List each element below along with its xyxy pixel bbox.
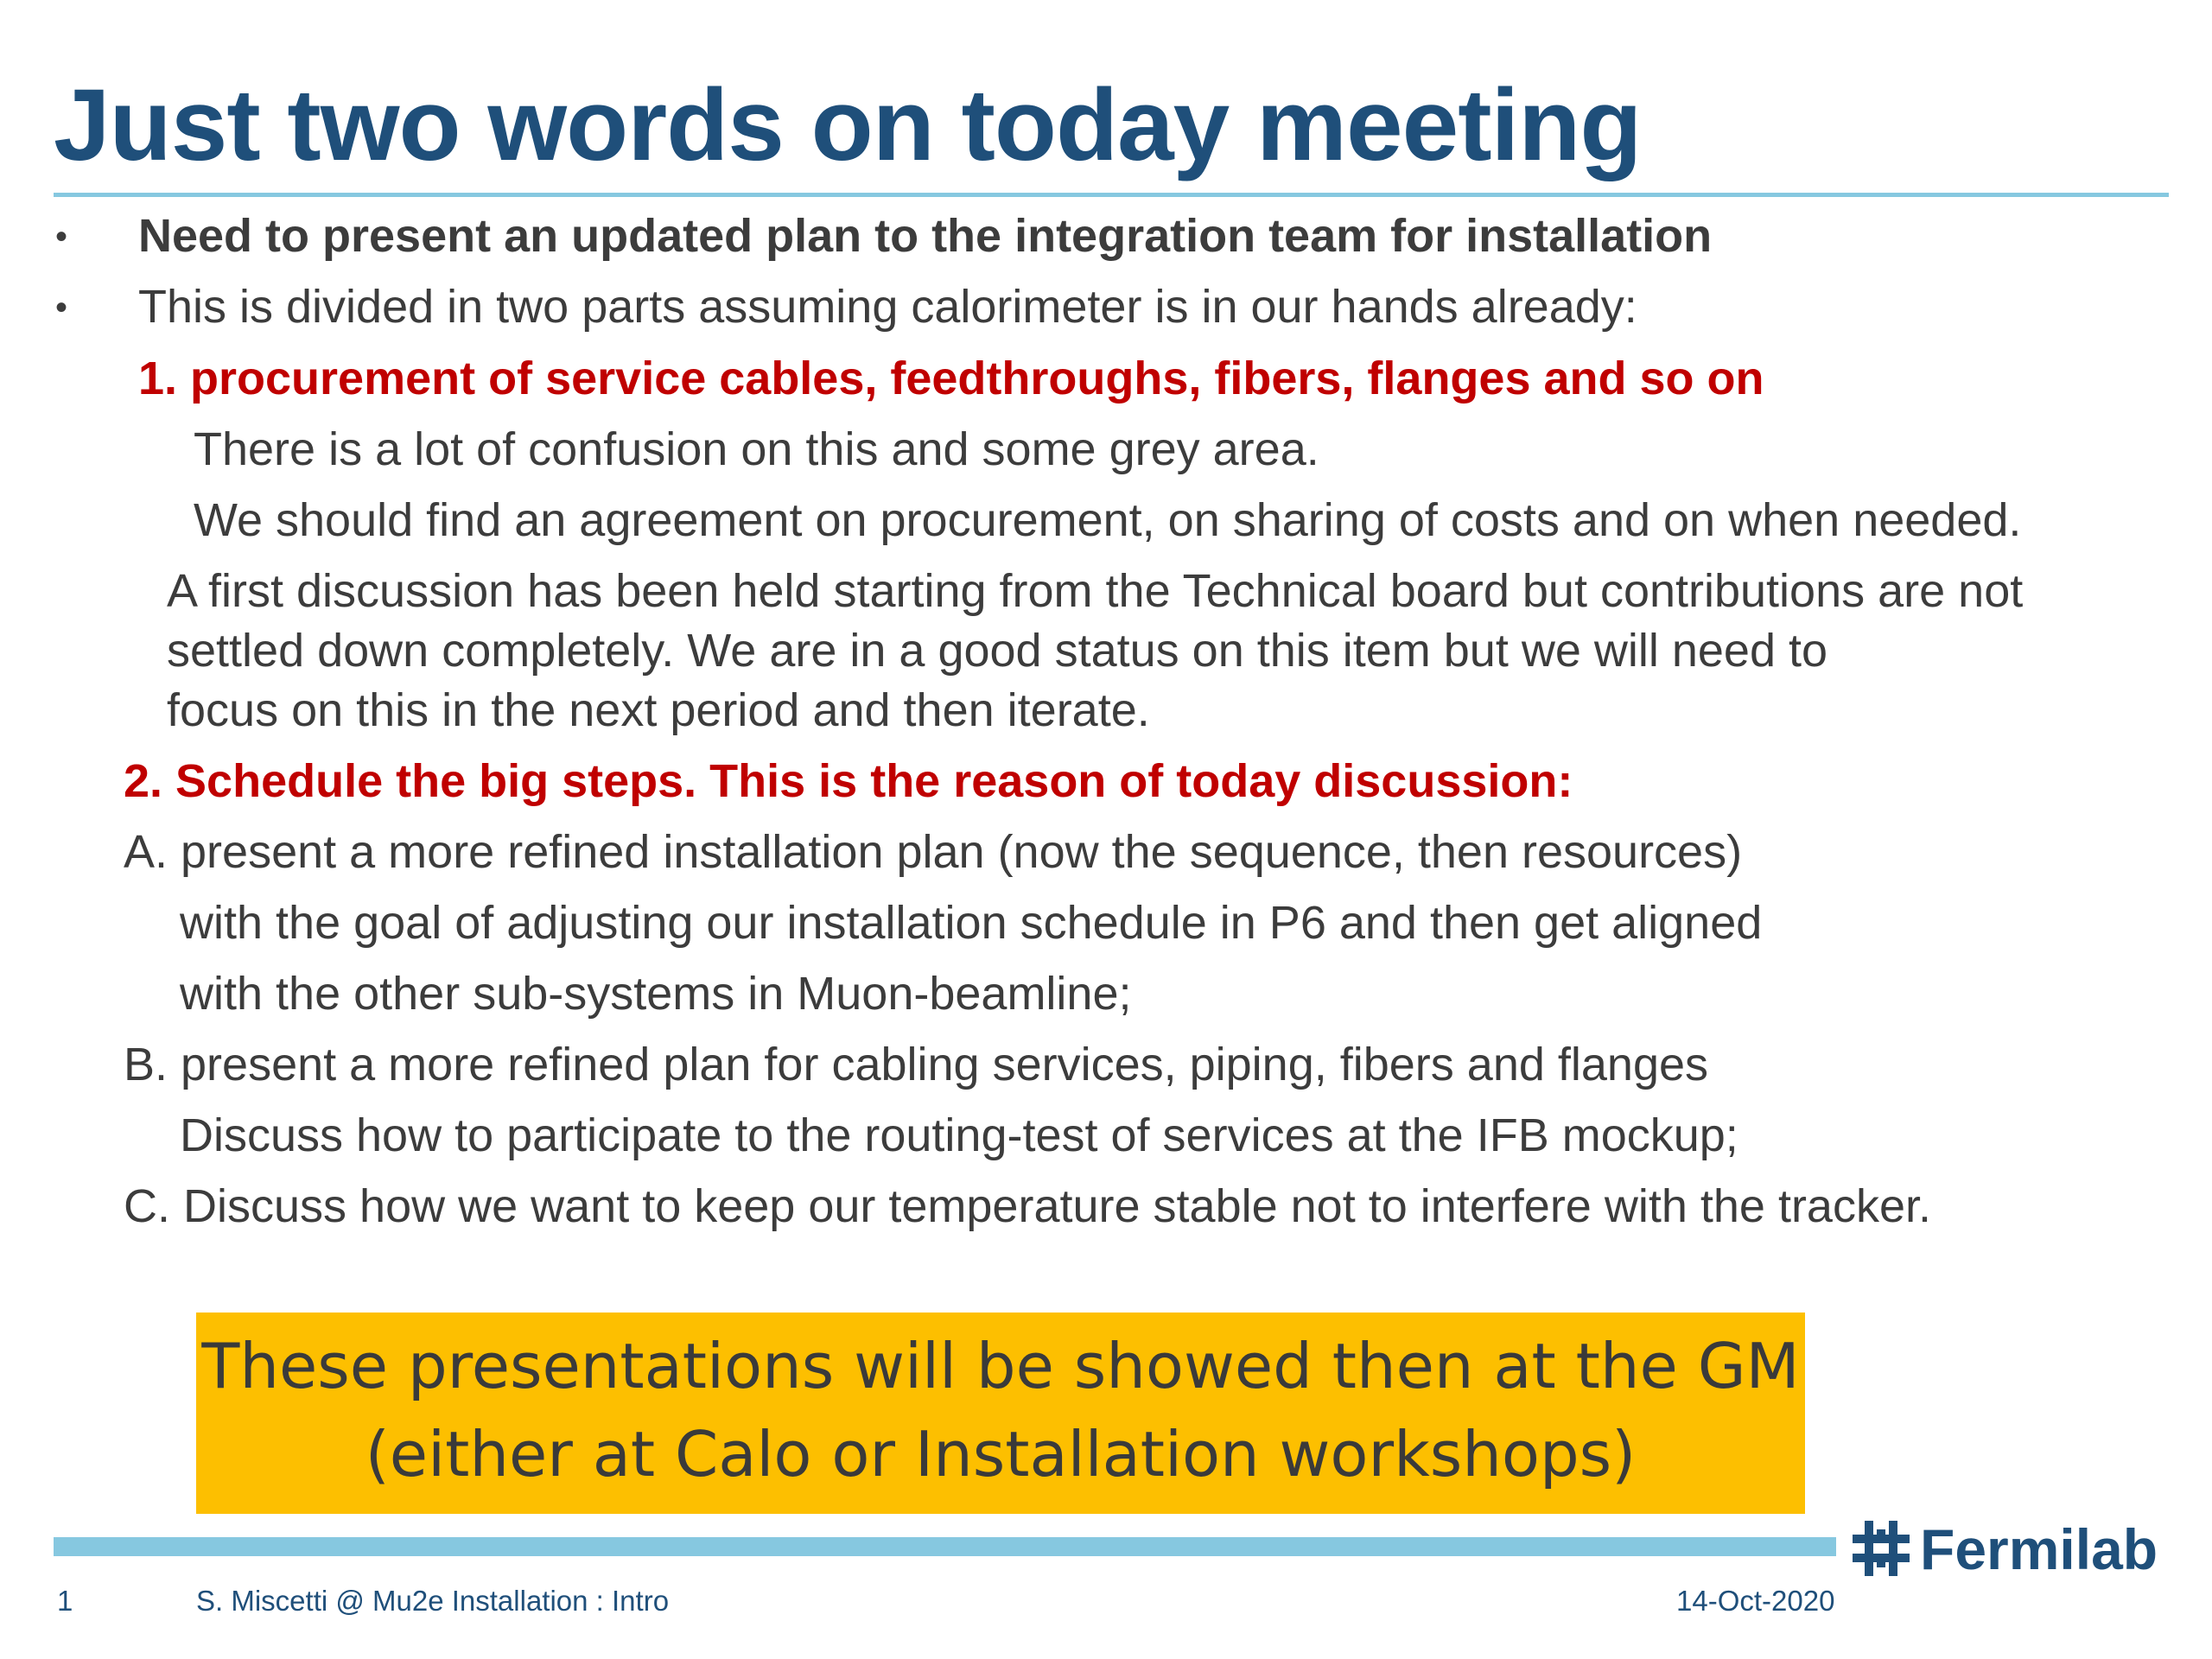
- footer-author: S. Miscetti @ Mu2e Installation : Intro: [196, 1585, 670, 1617]
- callout-line: (either at Calo or Installation workshops): [365, 1418, 1637, 1491]
- item-b-text: Discuss how to participate to the routing-test of services at the IFB mockup;: [180, 1109, 1738, 1161]
- part1-text: There is a lot of confusion on this and some grey area.: [194, 423, 1319, 475]
- fermilab-icon: [1851, 1517, 2188, 1580]
- part2-heading: 2. Schedule the big steps. This is the reason of today discussion:: [124, 755, 1573, 807]
- part1-text: focus on this in the next period and then iterate.: [167, 684, 1150, 736]
- bullet-two-parts: This is divided in two parts assuming calorimeter is in our hands already:: [138, 281, 1637, 333]
- page-number: 1: [57, 1585, 73, 1617]
- bullet-marker: •: [55, 289, 68, 327]
- item-a-text: A. present a more refined installation plan (now the sequence, then resources): [124, 826, 1743, 878]
- footer-divider: [54, 1537, 1836, 1556]
- part1-text: We should find an agreement on procurement, on sharing of costs and on when needed.: [194, 494, 2022, 546]
- callout-text: [196, 1322, 1805, 1498]
- item-a-text: with the goal of adjusting our installation schedule in P6 and then get aligned: [180, 897, 1763, 949]
- part1-heading: 1. procurement of service cables, feedthroughs, fibers, flanges and so on: [138, 353, 1764, 404]
- footer-date: 14-Oct-2020: [1676, 1585, 1835, 1617]
- fermilab-logo: [1851, 1517, 2188, 1580]
- slide-title: Just two words on today meeting: [54, 68, 1642, 182]
- fermilab-logo-text: Fermilab: [1920, 1517, 2158, 1580]
- item-b-text: B. present a more refined plan for cabling services, piping, fibers and flanges: [124, 1039, 1709, 1090]
- title-divider: [54, 193, 2169, 197]
- bullet-marker: •: [55, 218, 68, 256]
- part1-text: settled down completely. We are in a good status on this item but we will need to: [167, 625, 1828, 677]
- callout-line: These presentations will be showed then at the GM: [201, 1330, 1800, 1402]
- item-a-text: with the other sub-systems in Muon-beamline;: [180, 968, 1132, 1020]
- bullet-need-plan: Need to present an updated plan to the integration team for installation: [138, 210, 1713, 262]
- part1-text: A first discussion has been held starting from the Technical board but contributions are not: [167, 565, 2024, 617]
- item-c-text: C. Discuss how we want to keep our temperature stable not to interfere with the tracker.: [124, 1180, 1931, 1232]
